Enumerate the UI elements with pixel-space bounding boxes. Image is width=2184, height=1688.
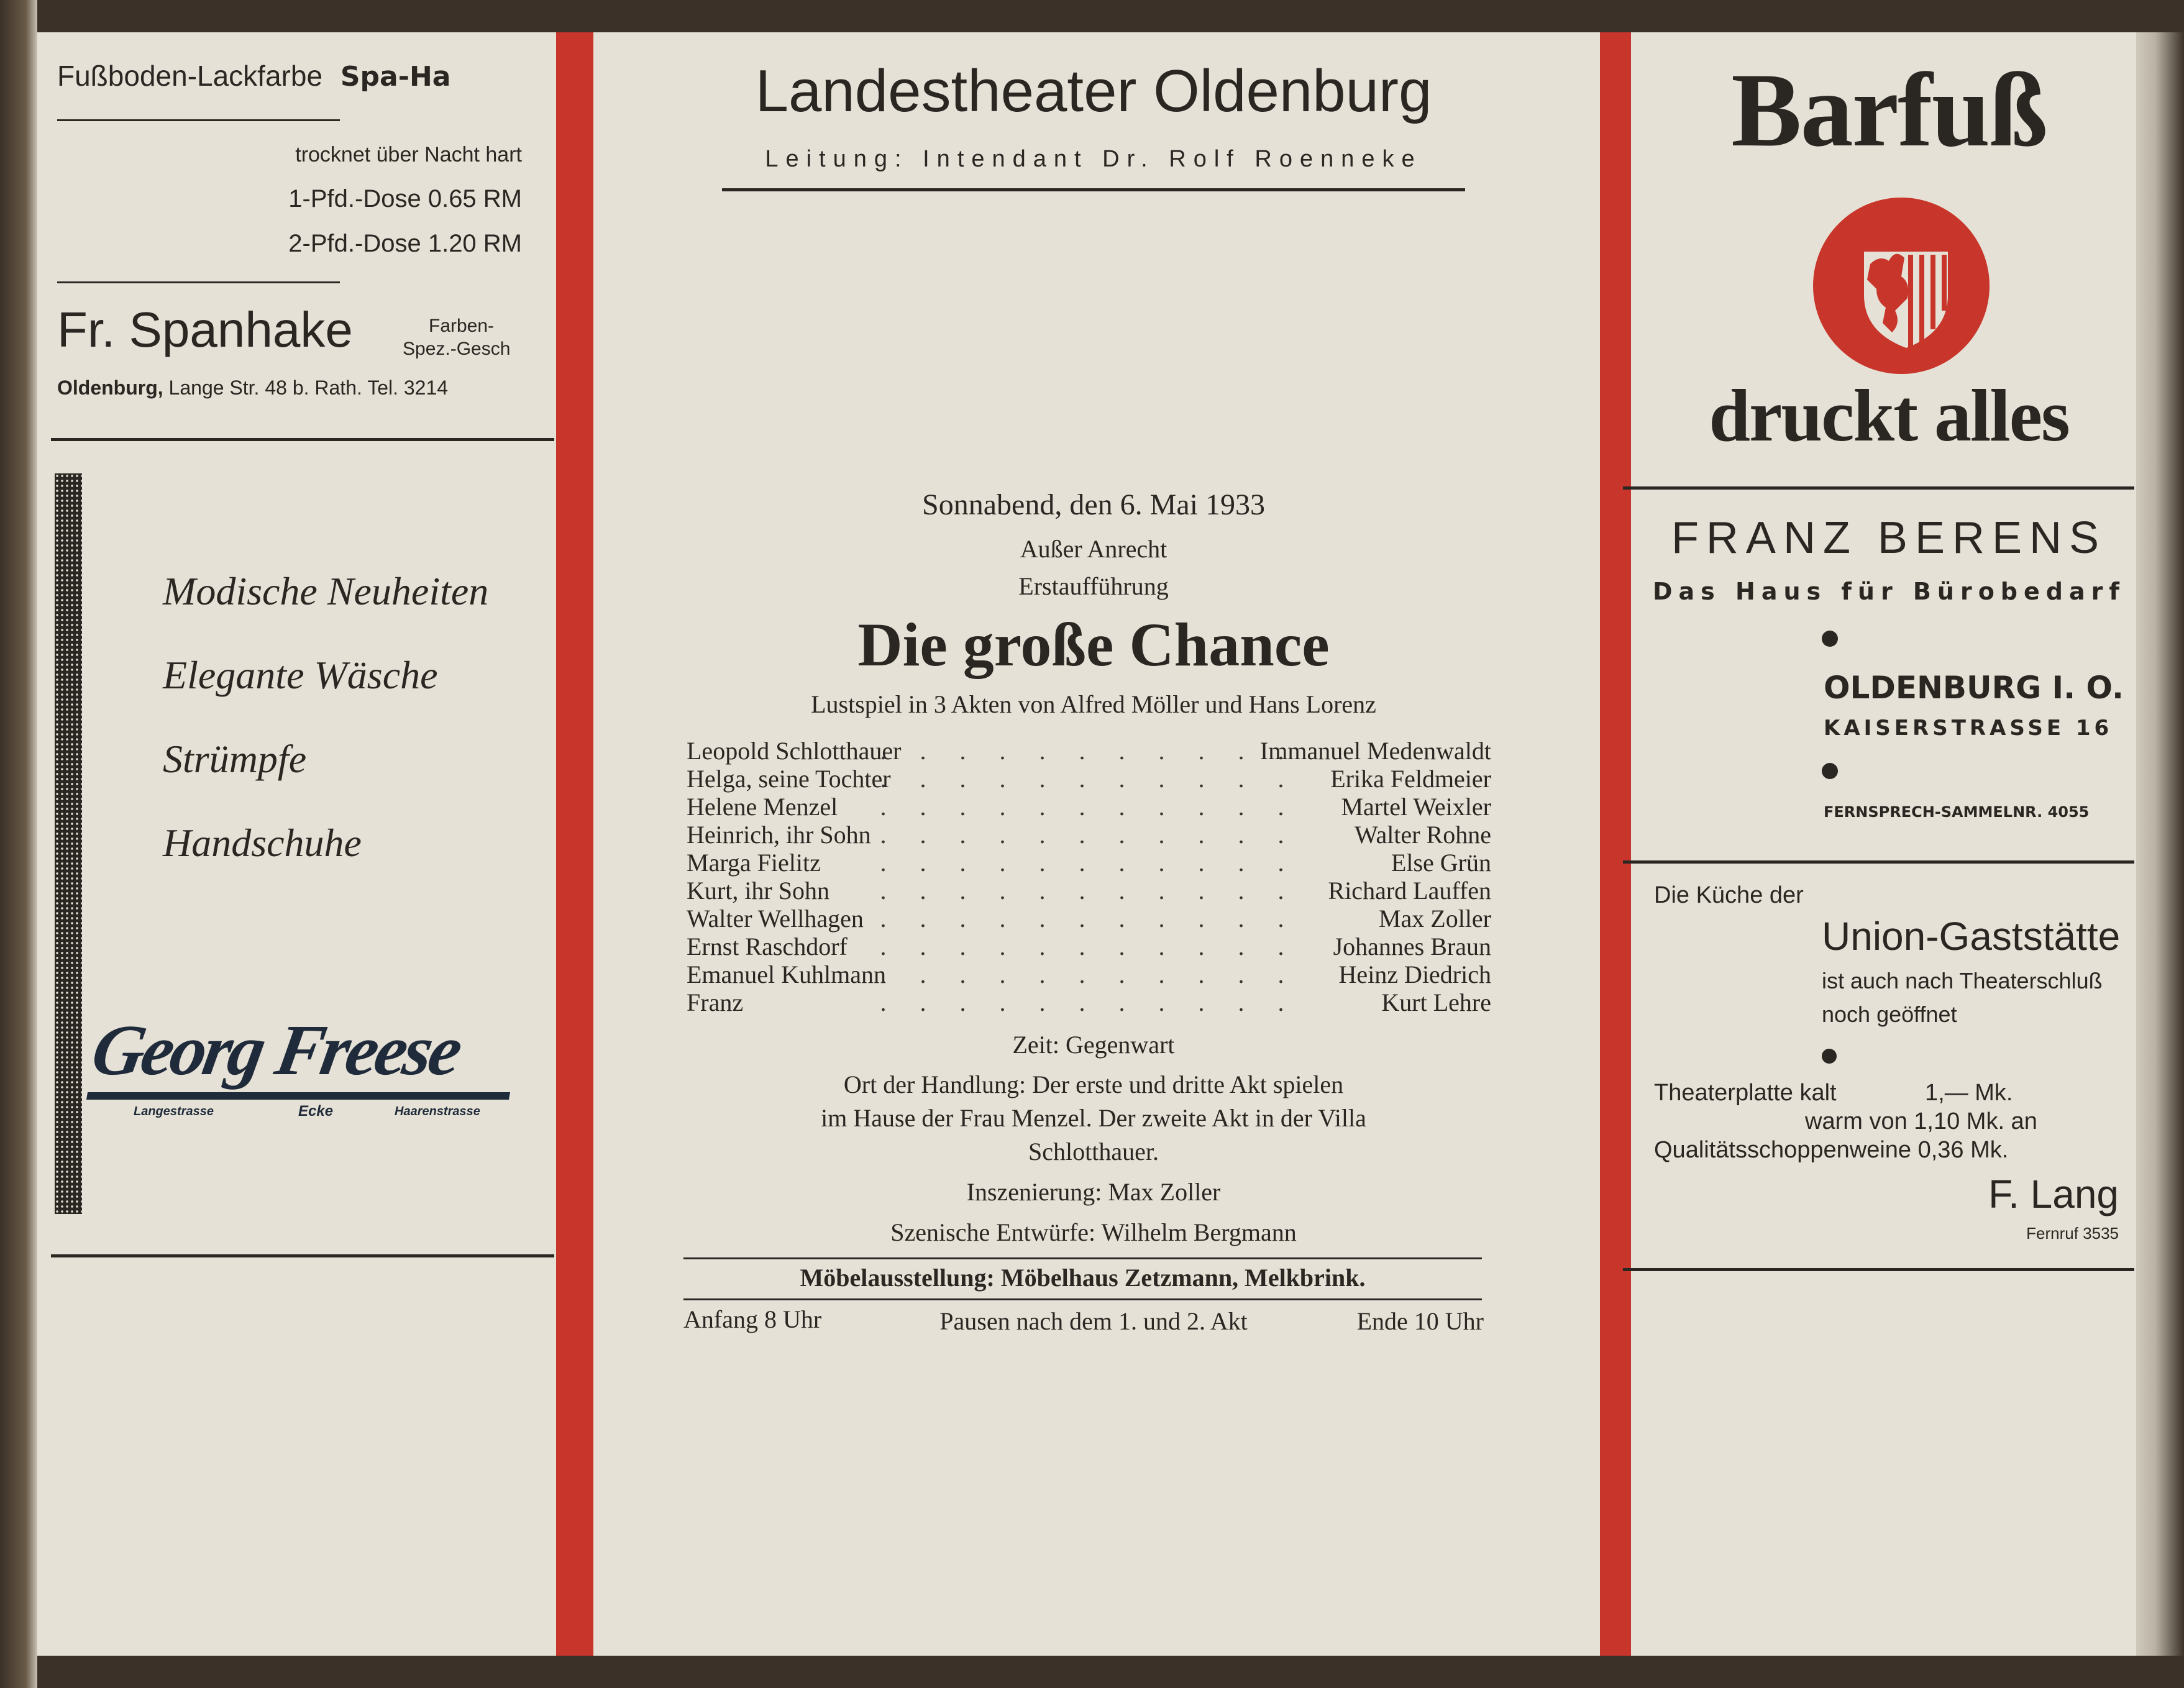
cast-role: Helene Menzel	[687, 793, 838, 821]
cast-role: Heinrich, ihr Sohn	[687, 821, 871, 849]
lion-emblem-icon	[1811, 196, 1991, 376]
setting-line-1: Ort der Handlung: Der erste und dritte Akt spielen	[843, 1070, 1344, 1098]
cast-actor: Else Grün	[1391, 849, 1491, 877]
print-ad-name: Barfuß	[1731, 52, 2047, 168]
logo-street-left: Langestrasse	[134, 1105, 214, 1118]
restaurant-line-1: ist auch nach Theaterschluß	[1822, 968, 2103, 993]
right-section-divider-1	[1623, 486, 2134, 490]
play-time: Zeit: Gegenwart	[1012, 1031, 1175, 1059]
cast-role: Marga Fielitz	[687, 849, 821, 877]
theater-name: Landestheater Oldenburg	[755, 58, 1432, 124]
paint-divider-2	[57, 281, 340, 283]
paint-divider	[57, 119, 340, 121]
office-phone: FERNSPRECH-SAMMELNR. 4055	[1824, 803, 2090, 821]
restaurant-owner: F. Lang	[1988, 1172, 2119, 1216]
fashion-item-3: Strümpfe	[163, 737, 307, 781]
cast-row: Walter Wellhagen . . . . . . . . . . . Max Zoller	[687, 905, 1491, 933]
right-section-divider-3	[1623, 1268, 2134, 1271]
logo-wordmark: Georg Freese	[86, 1011, 465, 1090]
cast-role: Leopold Schlotthauer	[687, 737, 902, 765]
cast-actor: Kurt Lehre	[1381, 988, 1491, 1016]
red-divider-left	[556, 32, 593, 1656]
cast-row: Helga, seine Tochter . . . . . . . . . . . Erika Feldmeier	[687, 765, 1491, 793]
furniture-rule-top	[683, 1257, 1482, 1259]
scan-bottom-edge	[0, 1656, 2184, 1688]
paint-address	[57, 376, 448, 399]
cast-row: Emanuel Kuhlmann . . . . . . . . . . . Heinz Diedrich	[687, 960, 1491, 988]
setting-line-2: im Hause der Frau Menzel. Der zweite Akt in der Villa	[821, 1104, 1366, 1132]
cast-actor: Martel Weixler	[1341, 793, 1491, 821]
cast-actor: Johannes Braun	[1333, 933, 1491, 960]
office-city: OLDENBURG I. O.	[1824, 670, 2124, 706]
cast-row: Ernst Raschdorf . . . . . . . . . . . Johannes Braun	[687, 933, 1491, 960]
paint-price-2: 2-Pfd.-Dose 1.20 RM	[288, 230, 522, 257]
paint-claim: trocknet über Nacht hart	[295, 143, 522, 167]
paint-product: Fußboden-Lackfarbe Spa-Ha	[57, 60, 451, 93]
paint-address-city: Oldenburg,	[57, 376, 163, 399]
paint-price-1: 1-Pfd.-Dose 0.65 RM	[288, 185, 522, 212]
subscription-note: Außer Anrecht	[1020, 535, 1167, 563]
scan-right-edge	[2136, 32, 2184, 1656]
cast-row: Marga Fielitz . . . . . . . . . . . Else Grün	[687, 849, 1491, 877]
cast-actor: Max Zoller	[1378, 905, 1491, 933]
paint-company-type-1: Farben-	[429, 316, 495, 336]
restaurant-warm: warm von 1,10 Mk. an	[1805, 1108, 2037, 1134]
intervals: Pausen nach dem 1. und 2. Akt	[939, 1307, 1248, 1335]
cast-row: Franz . . . . . . . . . . . Kurt Lehre	[687, 988, 1491, 1016]
restaurant-cold-price: 1,— Mk.	[1925, 1080, 2013, 1106]
office-tagline: Das Haus für Bürobedarf	[1653, 578, 2126, 605]
start-time: Anfang 8 Uhr	[683, 1305, 822, 1333]
paint-company: Fr. Spanhake	[57, 302, 353, 357]
cast-role: Walter Wellhagen	[687, 905, 864, 933]
cast-actor: Walter Rohne	[1354, 821, 1491, 849]
georg-freese-logo	[87, 1010, 522, 1134]
furniture-exhibition: Möbelausstellung: Möbelhaus Zetzmann, Melkbrink.	[800, 1264, 1366, 1292]
scan-top-edge	[0, 0, 2184, 32]
restaurant-cold-plate: Theaterplatte kalt	[1654, 1080, 1837, 1106]
dotted-vertical-bar	[55, 473, 82, 1214]
cast-role: Helga, seine Tochter	[687, 765, 891, 793]
premiere-note: Erstaufführung	[1018, 572, 1169, 600]
restaurant-bullet	[1822, 1049, 1837, 1064]
performance-date: Sonnabend, den 6. Mai 1933	[922, 488, 1265, 521]
cast-role: Kurt, ihr Sohn	[687, 877, 829, 905]
cast-row: Kurt, ihr Sohn . . . . . . . . . . . Richard Lauffen	[687, 877, 1491, 905]
cast-actor: Immanuel Medenwaldt	[1259, 737, 1491, 765]
cast-row: Heinrich, ihr Sohn . . . . . . . . . . . Walter Rohne	[687, 821, 1491, 849]
restaurant-wine: Qualitätsschoppenweine 0,36 Mk.	[1654, 1137, 2009, 1163]
office-bullet-2	[1822, 763, 1838, 779]
left-section-divider-1	[51, 438, 554, 441]
paint-address-street: Lange Str. 48 b. Rath. Tel. 3214	[168, 376, 449, 399]
restaurant-line-2: noch geöffnet	[1822, 1001, 1957, 1027]
cast-row: Helene Menzel . . . . . . . . . . . Martel Weixler	[687, 793, 1491, 821]
end-time: Ende 10 Uhr	[1356, 1307, 1484, 1335]
cast-role: Franz	[687, 988, 744, 1016]
staging-credit: Inszenierung: Max Zoller	[966, 1178, 1221, 1206]
cast-actor: Richard Lauffen	[1328, 877, 1491, 905]
cast-role: Ernst Raschdorf	[687, 933, 848, 960]
logo-street-right: Haarenstrasse	[395, 1105, 480, 1118]
red-divider-right	[1600, 32, 1631, 1656]
fashion-item-1: Modische Neuheiten	[163, 569, 489, 613]
paint-brand: Spa-Ha	[340, 61, 451, 93]
header-rule	[722, 188, 1465, 191]
theater-direction: Leitung: Intendant Dr. Rolf Roenneke	[765, 146, 1422, 172]
cast-actor: Heinz Diedrich	[1338, 960, 1491, 988]
office-street: KAISERSTRASSE 16	[1824, 716, 2113, 741]
setting-line-3: Schlotthauer.	[1028, 1138, 1159, 1166]
scan-left-edge	[0, 0, 37, 1688]
logo-corner: Ecke	[298, 1103, 334, 1120]
fashion-item-2: Elegante Wäsche	[163, 653, 438, 697]
office-company: FRANZ BERENS	[1671, 513, 2107, 563]
restaurant-phone: Fernruf 3535	[2026, 1224, 2119, 1243]
right-section-divider-2	[1623, 860, 2134, 864]
left-section-divider-2	[51, 1254, 554, 1257]
office-bullet-1	[1822, 631, 1838, 647]
restaurant-intro: Die Küche der	[1654, 882, 1804, 908]
restaurant-name: Union-Gaststätte	[1822, 914, 2121, 959]
lion-emblem	[1811, 196, 1991, 376]
play-subtitle: Lustspiel in 3 Akten von Alfred Möller und Hans Lorenz	[811, 690, 1376, 718]
design-credit: Szenische Entwürfe: Wilhelm Bergmann	[890, 1218, 1297, 1246]
fashion-item-4: Handschuhe	[163, 821, 362, 865]
print-ad-claim: druckt alles	[1709, 374, 2069, 457]
cast-row: Leopold Schlotthauer . . . . . . . . . . . Immanuel Medenwaldt	[687, 737, 1491, 765]
logo-underline	[86, 1092, 510, 1100]
furniture-rule-bottom	[683, 1298, 1482, 1300]
play-title: Die große Chance	[857, 610, 1330, 679]
cast-role: Emanuel Kuhlmann	[687, 960, 887, 988]
cast-actor: Erika Feldmeier	[1330, 765, 1491, 793]
paint-company-type-2: Spez.-Gesch	[403, 339, 511, 359]
